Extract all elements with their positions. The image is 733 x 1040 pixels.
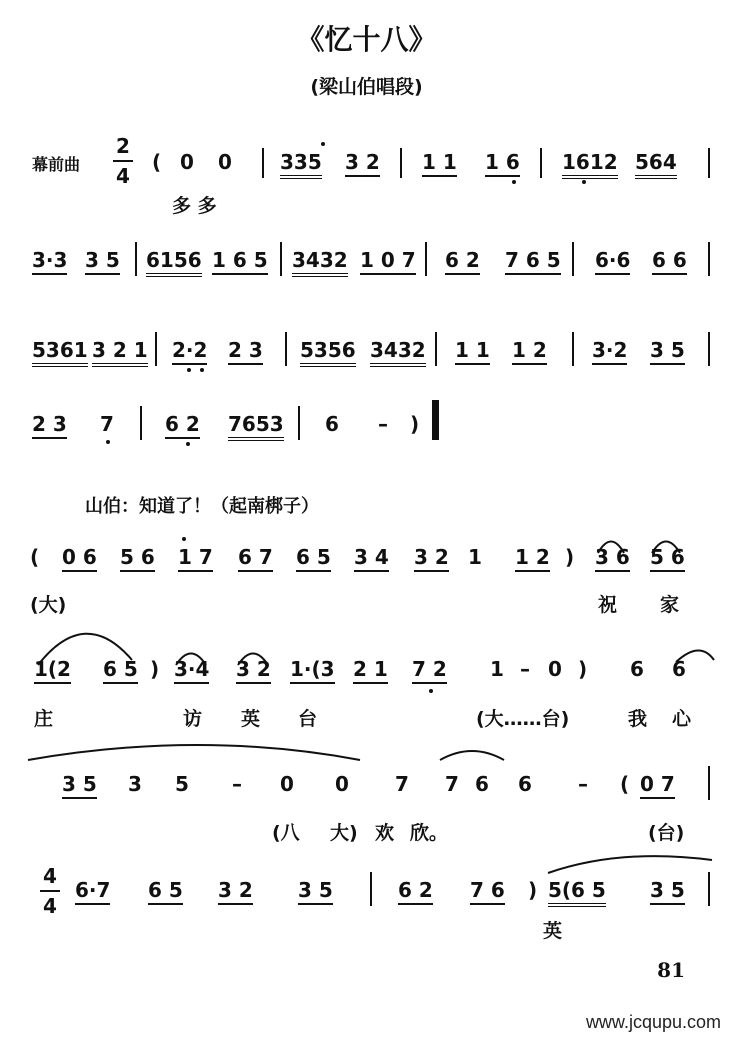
row-7-lyric-tai: (台)	[648, 822, 685, 844]
slur-long-row7	[28, 745, 360, 760]
page-number: 81	[657, 958, 685, 982]
row-6: 1(2 6 5 ) 3·4 3 2 1·(3 2 1 7 2 1 – 0 ) 6 6	[0, 657, 733, 697]
row-5: ( 0 6 5 6 1 7 6 7 6 5 3 4 3 2 1 1 2 ) 3 6 5 6	[0, 545, 733, 585]
row-6-lyric-fang: 访	[183, 708, 203, 730]
row-8-lyric-ying: 英	[543, 920, 563, 942]
row-3: 5361 3 2 1 2·2 2 3 5356 3432 1 1 1 2 3·2 3 5	[0, 338, 733, 378]
time-signature-4-4: 4 4	[40, 864, 60, 918]
row-6-lyric-xin: 心	[672, 708, 692, 730]
prelude-label: 幕前曲	[32, 155, 81, 174]
row-2: 3·3 3 5 6156 1 6 5 3432 1 0 7 6 2 7 6 5 6·6 6 6	[0, 248, 733, 288]
row-8: 6·7 6 5 3 2 3 5 6 2 7 6 ) 5(6 5 3 5	[0, 878, 733, 918]
row-5-lyric-zhu: 祝	[598, 594, 618, 616]
speech-line: 山伯：知道了！（起南梆子）	[85, 496, 319, 517]
row-1-lyric: 多 多	[172, 195, 217, 217]
row-4: 2 3 7 6 2 7653 6 – )	[0, 412, 733, 452]
slur-row8	[548, 856, 712, 873]
row-7-lyric-huan: 欢	[375, 822, 395, 844]
row-6-lyric-tai: 台	[298, 708, 318, 730]
row-7-lyric-xin: 欣。	[410, 822, 449, 844]
row-6-lyric-ying: 英	[241, 708, 261, 730]
row-5-lyric-jia: 家	[660, 594, 680, 616]
watermark-text: www.jcqupu.com	[585, 1012, 721, 1032]
row-1: ( 0 0 335 3 2 1 1 1 6 1612 564	[0, 150, 733, 190]
slur-77	[440, 751, 504, 760]
row-6-lyric-zhuang: 庄	[34, 708, 54, 730]
song-title: 《忆十八》	[296, 23, 437, 56]
row-7-lyric-ba: (八	[272, 822, 300, 844]
row-5-lyric-left: (大)	[30, 594, 67, 616]
song-subtitle: (梁山伯唱段)	[310, 76, 423, 98]
time-signature-2-4: 2 4	[113, 134, 133, 188]
row-7-lyric-da: 大)	[330, 822, 358, 844]
row-6-lyric-wo: 我	[628, 708, 648, 730]
row-6-lyric-da-tai: (大……台)	[476, 708, 570, 730]
row-7: 3 5 3 5 – 0 0 7 7 6 6 – ( 0 7	[0, 772, 733, 812]
